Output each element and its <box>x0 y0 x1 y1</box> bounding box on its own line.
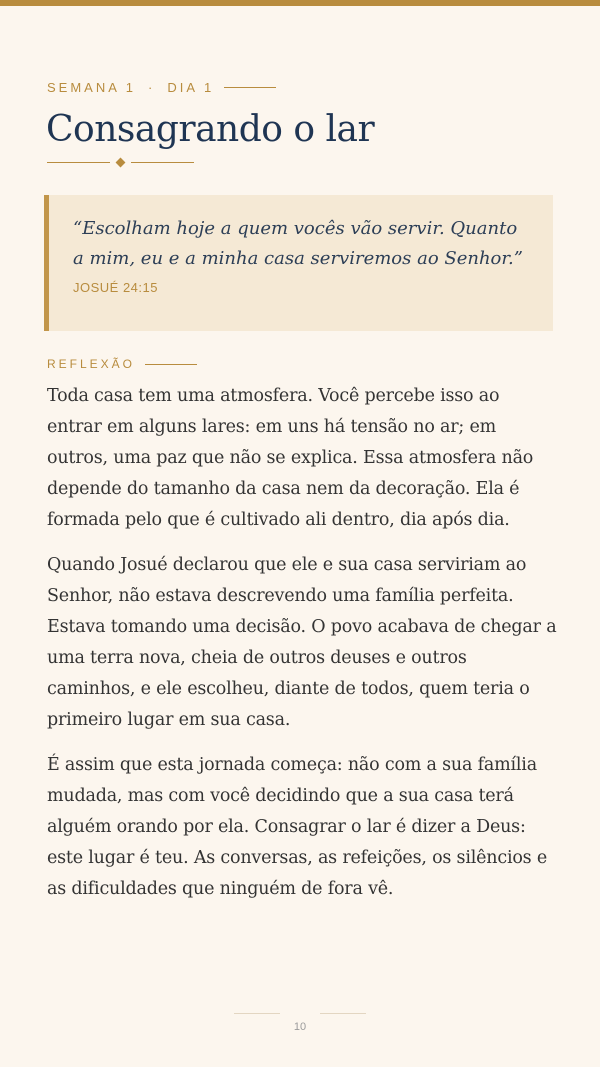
top-accent-bar <box>0 0 600 6</box>
separator-dot: · <box>148 80 156 95</box>
section-rule <box>145 364 197 365</box>
week-label: SEMANA 1 <box>47 80 137 95</box>
paragraph: Quando Josué declarou que ele e sua casa serviriam ao Senhor, não estava descrevendo uma família perfeita. Estava tomando uma decisão. O povo acabava de chegar a uma terra nova, cheia de outros deuses e outros caminhos, e ele escolheu, diante de todos, quem teria o primeiro lugar em sua casa. <box>47 555 557 730</box>
section-label <box>47 357 197 371</box>
ornament-line-right <box>131 162 194 163</box>
ornament-line-left <box>47 162 110 163</box>
kicker-rule <box>224 87 276 88</box>
page-footer <box>0 1013 600 1043</box>
page-number: 10 <box>293 1021 307 1033</box>
paragraph: Toda casa tem uma atmosfera. Você percebe isso ao entrar em alguns lares: em uns há tensão no ar; em outros, uma paz que não se explica. Essa atmosfera não depende do tamanho da casa nem da decoração. Ela é formada pelo que é cultivado ali dentro, dia após dia. <box>47 386 534 530</box>
diamond-icon <box>116 158 126 168</box>
scripture-quote: “Escolham hoje a quem vocês vão servir. Quanto a mim, eu e a minha casa serviremos ao Senhor.” <box>73 218 523 269</box>
title-ornament <box>47 159 194 166</box>
day-label: DIA 1 <box>167 80 215 95</box>
scripture-quote-box <box>44 195 553 331</box>
footer-rule-left <box>234 1013 280 1014</box>
scripture-reference: JOSUÉ 24:15 <box>73 280 158 295</box>
paragraph: É assim que esta jornada começa: não com a sua família mudada, mas com você decidindo que a sua casa terá alguém orando por ela. Consagrar o lar é dizer a Deus: este lugar é teu. As conversas, as refeições, os silêncios e as dificuldades que ninguém de fora vê. <box>47 755 547 899</box>
reflection-body <box>47 381 558 919</box>
page-title: Consagrando o lar <box>46 109 375 150</box>
week-day-label <box>47 80 276 95</box>
footer-rule-right <box>320 1013 366 1014</box>
section-label-text: REFLEXÃO <box>47 357 136 371</box>
